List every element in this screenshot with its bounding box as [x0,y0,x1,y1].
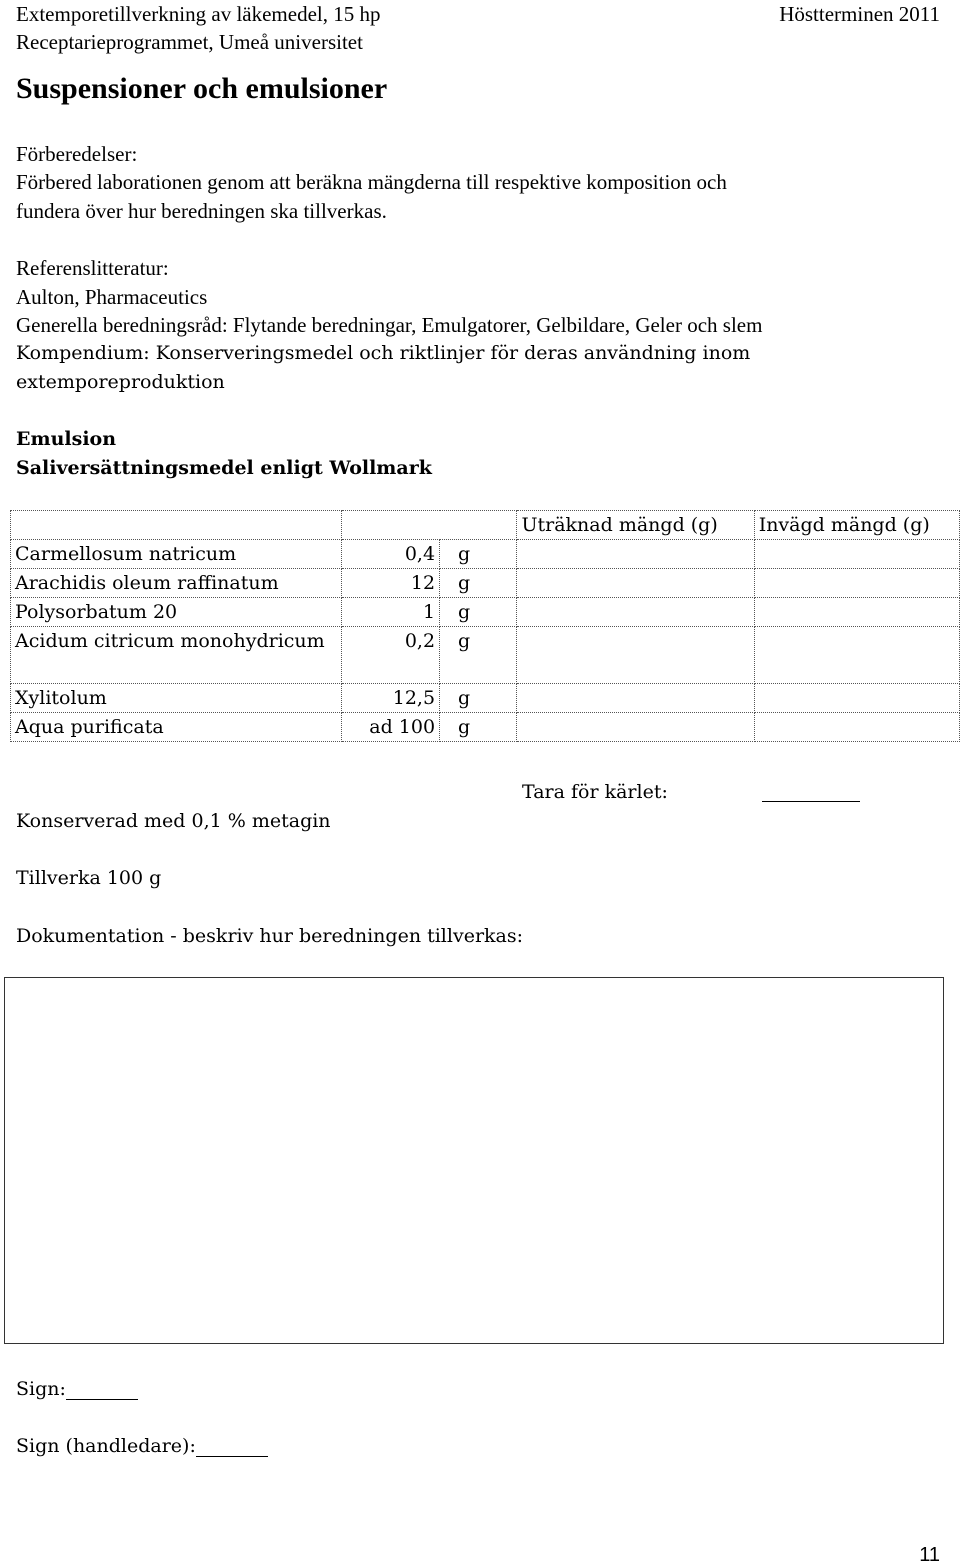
weighed-amount-cell[interactable] [754,684,959,713]
ingredient-name: Polysorbatum 20 [11,598,342,627]
table-header-empty [341,511,517,540]
calculated-amount-cell[interactable] [517,598,754,627]
ingredient-amount: ad 100 [341,713,439,742]
ingredient-unit: g [440,569,517,598]
weighed-amount-cell[interactable] [754,540,959,569]
weighed-amount-cell[interactable] [754,598,959,627]
weighed-amount-cell[interactable] [754,627,959,684]
ingredient-name: Arachidis oleum raffinatum [11,569,342,598]
section-name: Saliversättningsmedel enligt Wollmark [16,457,432,479]
header-weighed-amount: Invägd mängd (g) [754,511,959,540]
supervisor-sign-row [16,1435,268,1457]
sign-row [16,1378,138,1400]
tare-input-line[interactable] [762,781,860,802]
calculated-amount-cell[interactable] [517,684,754,713]
program-name: Receptarieprogrammet, Umeå universitet [16,30,363,54]
documentation-box[interactable] [4,977,944,1344]
course-title: Extemporetillverkning av läkemedel, 15 hp [16,2,381,26]
ingredient-unit: g [440,598,517,627]
supervisor-sign-input-line[interactable] [196,1436,268,1457]
sign-input-line[interactable] [66,1379,138,1400]
preparations-heading: Förberedelser: [16,142,138,166]
calculated-amount-cell[interactable] [517,627,754,684]
reference-item: Kompendium: Konserveringsmedel och riktlinjer för deras användning inom [16,342,751,364]
production-quantity: Tillverka 100 g [16,867,162,889]
weighed-amount-cell[interactable] [754,713,959,742]
ingredient-unit: g [440,540,517,569]
section-type: Emulsion [16,428,117,450]
ingredient-name: Aqua purificata [11,713,342,742]
term-label: Höstterminen 2011 [779,2,940,26]
preparations-line-1: Förbered laborationen genom att beräkna mängderna till respektive komposition och [16,170,727,194]
reference-item: extemporeproduktion [16,371,225,393]
ingredient-amount: 0,2 [341,627,439,684]
calculated-amount-cell[interactable] [517,540,754,569]
table-row [11,569,960,598]
table-row [11,598,960,627]
ingredient-amount: 0,4 [341,540,439,569]
tare-label: Tara för kärlet: [522,781,668,803]
ingredient-table [10,510,960,742]
page-number: 11 [919,1544,940,1566]
table-row [11,713,960,742]
preservation-note: Konserverad med 0,1 % metagin [16,810,331,832]
table-header-row [11,511,960,540]
weighed-amount-cell[interactable] [754,569,959,598]
table-row [11,627,960,684]
ingredient-amount: 1 [341,598,439,627]
preparations-line-2: fundera över hur beredningen ska tillverkas. [16,199,387,223]
references-heading: Referenslitteratur: [16,256,169,280]
sign-label: Sign: [16,1378,66,1400]
header-calculated-amount: Uträknad mängd (g) [517,511,754,540]
table-row [11,540,960,569]
calculated-amount-cell[interactable] [517,569,754,598]
reference-item: Aulton, Pharmaceutics [16,285,208,309]
ingredient-name: Carmellosum natricum [11,540,342,569]
ingredient-unit: g [440,627,517,684]
page-title: Suspensioner och emulsioner [16,72,388,105]
table-row [11,684,960,713]
reference-item: Generella beredningsråd: Flytande beredningar, Emulgatorer, Gelbildare, Geler och slem [16,313,763,337]
table-header-empty [11,511,342,540]
supervisor-sign-label: Sign (handledare): [16,1435,196,1457]
ingredient-unit: g [440,713,517,742]
ingredient-amount: 12 [341,569,439,598]
ingredient-name: Acidum citricum monohydricum [11,627,342,684]
ingredient-unit: g [440,684,517,713]
calculated-amount-cell[interactable] [517,713,754,742]
documentation-label: Dokumentation - beskriv hur beredningen tillverkas: [16,925,524,947]
ingredient-name: Xylitolum [11,684,342,713]
ingredient-amount: 12,5 [341,684,439,713]
